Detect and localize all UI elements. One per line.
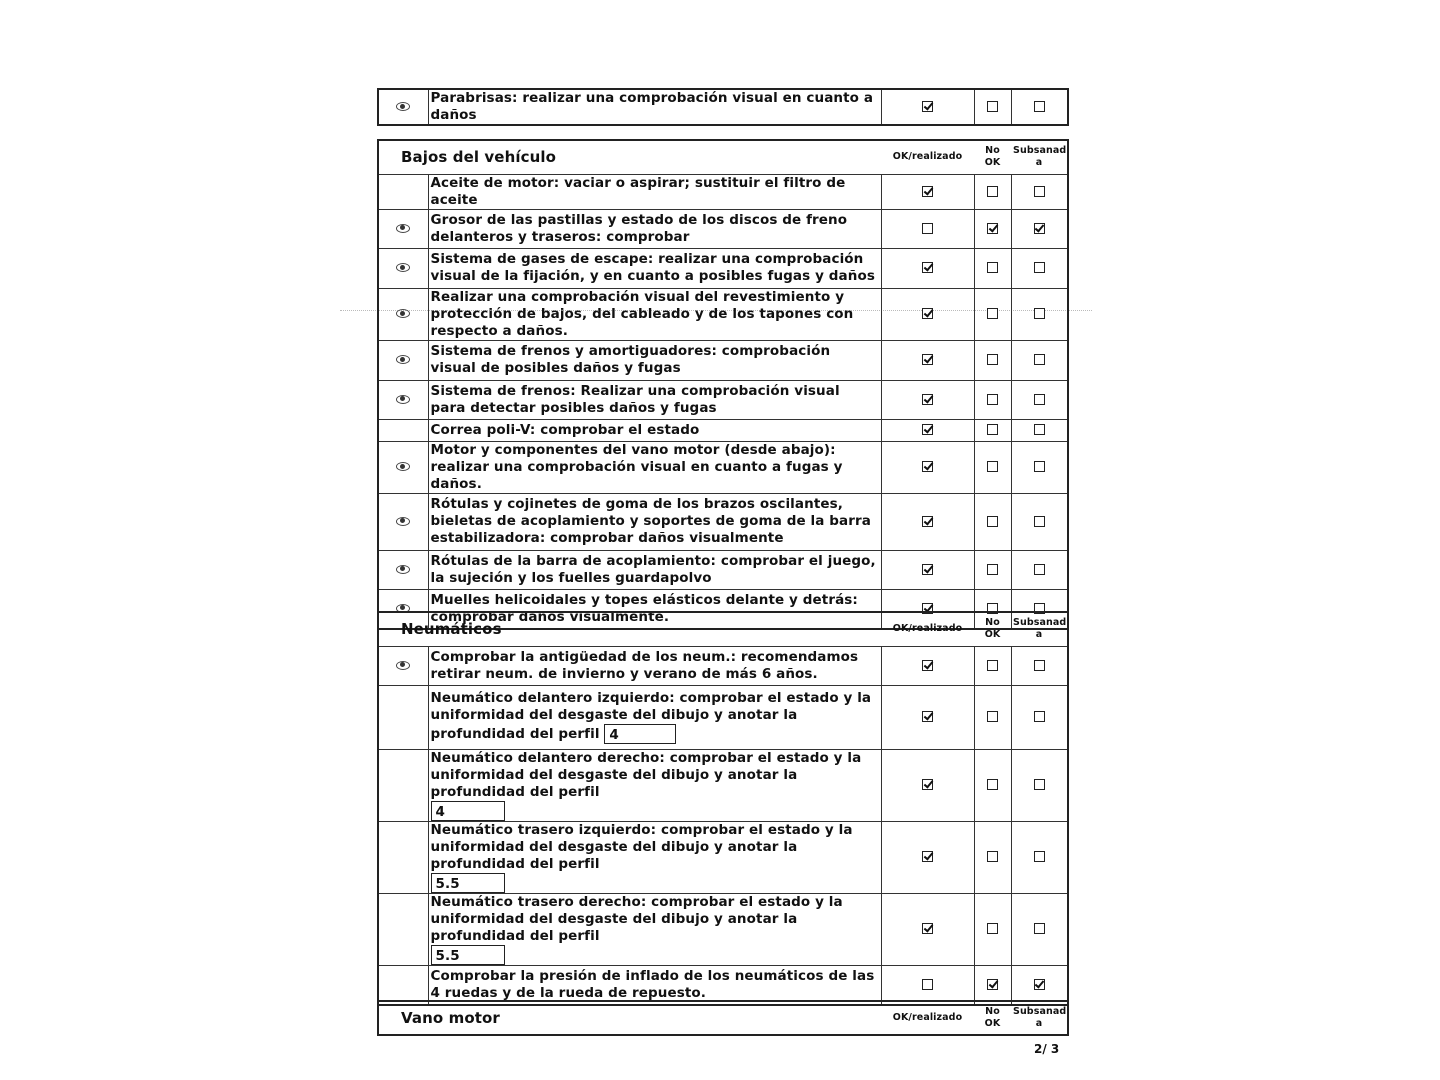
inspection-eye-cell	[378, 965, 428, 1005]
item-text-cell	[428, 493, 881, 550]
ok-checkbox[interactable]	[922, 711, 933, 722]
not-ok-cell	[974, 288, 1011, 340]
not-ok-cell	[974, 965, 1011, 1005]
fixed-checkbox[interactable]	[1034, 424, 1045, 435]
ok-cell	[881, 550, 974, 589]
page-number: 2/ 3	[1034, 1042, 1060, 1056]
table-row	[378, 646, 1068, 685]
not-ok-cell	[974, 209, 1011, 248]
ok-cell	[881, 340, 974, 380]
section-rows	[378, 174, 1068, 629]
col-not-ok-header: No OK	[974, 1001, 1011, 1035]
item-text: Motor y componentes del vano motor (desde abajo): realizar una comprobación visual en cuanto a fugas y daños.	[430, 441, 843, 492]
eye-icon	[396, 395, 410, 404]
item-text: Sistema de frenos y amortiguadores: comprobación visual de posibles daños y fugas	[430, 343, 831, 376]
col-ok-header: OK/realizado	[881, 612, 974, 646]
eye-icon	[396, 263, 410, 272]
ok-checkbox[interactable]	[922, 851, 933, 862]
item-text: Comprobar la presión de inflado de los neumáticos de las 4 ruedas y de la rueda de repuesto.	[430, 967, 875, 1001]
not-ok-checkbox[interactable]	[987, 394, 998, 405]
section-rows	[378, 646, 1068, 1005]
ok-cell	[881, 419, 974, 441]
fixed-checkbox[interactable]	[1034, 516, 1045, 527]
inspection-eye-cell	[378, 209, 428, 248]
not-ok-cell	[974, 893, 1011, 965]
windshield-check-table	[377, 88, 1069, 126]
not-ok-checkbox[interactable]	[987, 564, 998, 575]
fixed-cell	[1011, 340, 1068, 380]
fixed-checkbox[interactable]	[1034, 308, 1045, 319]
ok-cell	[881, 965, 974, 1005]
not-ok-cell	[974, 174, 1011, 209]
inspection-eye-cell	[378, 550, 428, 589]
not-ok-checkbox[interactable]	[987, 101, 998, 112]
not-ok-cell	[974, 821, 1011, 893]
item-text-cell	[428, 209, 881, 248]
table-row	[378, 550, 1068, 589]
eye-icon	[396, 224, 410, 233]
item-text: Correa poli-V: comprobar el estado	[430, 421, 700, 438]
inspection-eye-cell	[378, 821, 428, 893]
not-ok-checkbox[interactable]	[987, 660, 998, 671]
eye-icon	[396, 661, 410, 670]
ok-cell	[881, 493, 974, 550]
inspection-eye-cell	[378, 646, 428, 685]
ok-checkbox[interactable]	[922, 564, 933, 575]
fixed-checkbox[interactable]	[1034, 660, 1045, 671]
col-fixed-header: Subsanad a	[1011, 140, 1068, 174]
table-row	[378, 89, 1068, 125]
not-ok-checkbox[interactable]	[987, 711, 998, 722]
item-text-cell	[428, 893, 881, 965]
not-ok-cell	[974, 550, 1011, 589]
section-header	[378, 140, 1068, 174]
ok-checkbox[interactable]	[922, 262, 933, 273]
col-not-ok-header: No OK	[974, 140, 1011, 174]
ok-checkbox[interactable]	[922, 923, 933, 934]
ok-checkbox[interactable]	[922, 516, 933, 527]
not-ok-cell	[974, 749, 1011, 821]
not-ok-checkbox[interactable]	[987, 851, 998, 862]
item-text-cell	[428, 821, 881, 893]
ok-cell	[881, 441, 974, 493]
item-text: Aceite de motor: vaciar o aspirar; sustituir el filtro de aceite	[430, 174, 846, 208]
ok-cell	[881, 209, 974, 248]
fixed-cell	[1011, 550, 1068, 589]
not-ok-checkbox[interactable]	[987, 979, 998, 990]
table-row	[378, 174, 1068, 209]
item-text-cell	[428, 685, 881, 749]
ok-cell	[881, 248, 974, 288]
inspection-eye-cell	[378, 380, 428, 419]
fixed-checkbox[interactable]	[1034, 262, 1045, 273]
fixed-checkbox[interactable]	[1034, 223, 1045, 234]
ok-cell	[881, 174, 974, 209]
fixed-cell	[1011, 646, 1068, 685]
fixed-cell	[1011, 380, 1068, 419]
not-ok-cell	[974, 646, 1011, 685]
underbody-section	[377, 139, 1069, 630]
item-text: Neumático delantero derecho: comprobar el estado y la uniformidad del desgaste del dibujo y anotar la profundidad del perfil	[430, 749, 862, 800]
item-text: Parabrisas: realizar una comprobación visual en cuanto a daños	[428, 89, 881, 125]
table-row	[378, 893, 1068, 965]
ok-checkbox[interactable]	[922, 394, 933, 405]
ok-checkbox[interactable]	[922, 186, 933, 197]
fixed-cell	[1011, 893, 1068, 965]
item-text: Rótulas de la barra de acoplamiento: comprobar el juego, la sujeción y los fuelles guardapolvo	[430, 552, 876, 586]
item-text-cell	[428, 441, 881, 493]
fixed-checkbox[interactable]	[1034, 461, 1045, 472]
not-ok-checkbox[interactable]	[987, 424, 998, 435]
fixed-cell	[1011, 821, 1068, 893]
inspection-eye-cell	[378, 685, 428, 749]
table-row	[378, 248, 1068, 288]
ok-cell	[881, 288, 974, 340]
not-ok-checkbox[interactable]	[987, 223, 998, 234]
item-text-cell	[428, 749, 881, 821]
item-text-cell	[428, 646, 881, 685]
eye-icon	[396, 565, 410, 574]
table-row	[378, 821, 1068, 893]
inspection-eye-cell	[378, 248, 428, 288]
table-row	[378, 209, 1068, 248]
fixed-checkbox[interactable]	[1034, 354, 1045, 365]
table-row	[378, 340, 1068, 380]
eye-icon	[396, 517, 410, 526]
tread-depth-field[interactable]: 5.5	[431, 873, 505, 893]
not-ok-cell	[974, 685, 1011, 749]
fixed-checkbox[interactable]	[1034, 923, 1045, 934]
col-fixed-header: Subsanad a	[1011, 612, 1068, 646]
not-ok-checkbox[interactable]	[987, 516, 998, 527]
inspection-eye-cell	[378, 288, 428, 340]
fixed-checkbox[interactable]	[1034, 186, 1045, 197]
section-header	[378, 612, 1068, 646]
eye-icon	[396, 355, 410, 364]
item-text-cell	[428, 174, 881, 209]
section-header	[378, 1001, 1068, 1035]
section-title: Neumáticos	[378, 612, 881, 646]
ok-cell	[881, 646, 974, 685]
item-text-cell	[428, 550, 881, 589]
table-row	[378, 441, 1068, 493]
col-ok-header: OK/realizado	[881, 140, 974, 174]
ok-checkbox[interactable]	[922, 223, 933, 234]
fixed-cell	[1011, 685, 1068, 749]
fixed-cell	[1011, 441, 1068, 493]
inspection-eye-cell	[378, 174, 428, 209]
item-text-cell	[428, 419, 881, 441]
inspection-eye-cell	[378, 749, 428, 821]
col-not-ok-header: No OK	[974, 612, 1011, 646]
ok-checkbox[interactable]	[922, 461, 933, 472]
not-ok-checkbox[interactable]	[987, 461, 998, 472]
inspection-eye-cell	[378, 419, 428, 441]
section-title: Vano motor	[378, 1001, 881, 1035]
item-text: Comprobar la antigüedad de los neum.: recomendamos retirar neum. de invierno y verano de más 6 años.	[430, 648, 859, 682]
not-ok-cell	[974, 493, 1011, 550]
item-text-cell	[428, 288, 881, 340]
item-text-cell	[428, 248, 881, 288]
not-ok-cell	[974, 248, 1011, 288]
ok-cell	[881, 893, 974, 965]
inspection-eye-cell	[378, 89, 428, 125]
item-text: Neumático trasero izquierdo: comprobar el estado y la uniformidad del desgaste del dibujo y anotar la profundidad del perfil	[430, 821, 853, 872]
col-ok-header: OK/realizado	[881, 1001, 974, 1035]
ok-checkbox[interactable]	[922, 979, 933, 990]
col-fixed-header: Subsanad a	[1011, 1001, 1068, 1035]
engine-bay-section	[377, 1000, 1069, 1036]
table-row	[378, 685, 1068, 749]
ok-checkbox[interactable]	[922, 354, 933, 365]
ok-checkbox[interactable]	[922, 424, 933, 435]
not-ok-cell	[974, 340, 1011, 380]
ok-checkbox[interactable]	[922, 779, 933, 790]
not-ok-cell	[974, 441, 1011, 493]
item-text: Rótulas y cojinetes de goma de los brazos oscilantes, bieletas de acoplamiento y soportes de goma de la barra estabilizadora: comprobar daños visualmente	[430, 496, 871, 546]
fixed-cell	[1011, 89, 1068, 125]
fixed-checkbox[interactable]	[1034, 394, 1045, 405]
item-text: Grosor de las pastillas y estado de los discos de freno delanteros y traseros: comprobar	[430, 211, 848, 245]
inspection-eye-cell	[378, 893, 428, 965]
fixed-checkbox[interactable]	[1034, 851, 1045, 862]
fixed-checkbox[interactable]	[1034, 101, 1045, 112]
item-text: Neumático delantero izquierdo: comprobar el estado y la uniformidad del desgaste del dibujo y anotar la profundidad del perfil	[430, 690, 872, 742]
not-ok-checkbox[interactable]	[987, 923, 998, 934]
tread-depth-field[interactable]: 4	[431, 801, 505, 821]
fixed-cell	[1011, 288, 1068, 340]
not-ok-cell	[974, 419, 1011, 441]
ok-checkbox[interactable]	[922, 101, 933, 112]
fixed-checkbox[interactable]	[1034, 979, 1045, 990]
fixed-checkbox[interactable]	[1034, 711, 1045, 722]
item-text: Neumático trasero derecho: comprobar el estado y la uniformidad del desgaste del dibujo y anotar la profundidad del perfil	[430, 893, 843, 944]
item-text-cell	[428, 965, 881, 1005]
ok-cell	[881, 749, 974, 821]
inspection-eye-cell	[378, 340, 428, 380]
table-row	[378, 965, 1068, 1005]
eye-icon	[396, 309, 410, 318]
item-text: Muelles helicoidales y topes elásticos delante y detrás: comprobar daños visualmente.	[430, 591, 858, 625]
tread-depth-field[interactable]: 5.5	[431, 945, 505, 965]
ok-cell	[881, 685, 974, 749]
not-ok-checkbox[interactable]	[987, 262, 998, 273]
ok-cell	[881, 89, 974, 125]
fixed-cell	[1011, 248, 1068, 288]
item-text: Sistema de frenos: Realizar una comprobación visual para detectar posibles daños y fugas	[430, 382, 840, 416]
fixed-cell	[1011, 493, 1068, 550]
tread-depth-field[interactable]: 4	[604, 724, 676, 744]
ok-cell	[881, 821, 974, 893]
eye-icon	[396, 102, 410, 111]
item-text: Realizar una comprobación visual del revestimiento y protección de bajos, del cableado y de los tapones con respecto a daños.	[430, 288, 854, 339]
fixed-cell	[1011, 749, 1068, 821]
not-ok-cell	[974, 380, 1011, 419]
item-text-cell	[428, 340, 881, 380]
fixed-cell	[1011, 174, 1068, 209]
inspection-eye-cell	[378, 493, 428, 550]
fixed-checkbox[interactable]	[1034, 779, 1045, 790]
item-text: Sistema de gases de escape: realizar una comprobación visual de la fijación, y en cuanto a posibles fugas y daños	[430, 251, 875, 284]
not-ok-checkbox[interactable]	[987, 779, 998, 790]
eye-icon	[396, 462, 410, 471]
not-ok-checkbox[interactable]	[987, 354, 998, 365]
item-text-cell	[428, 380, 881, 419]
table-row	[378, 288, 1068, 340]
tires-section	[377, 611, 1069, 1006]
ok-checkbox[interactable]	[922, 660, 933, 671]
not-ok-checkbox[interactable]	[987, 186, 998, 197]
not-ok-checkbox[interactable]	[987, 308, 998, 319]
fixed-checkbox[interactable]	[1034, 564, 1045, 575]
section-title: Bajos del vehículo	[378, 140, 881, 174]
table-row	[378, 749, 1068, 821]
inspection-eye-cell	[378, 441, 428, 493]
table-row	[378, 419, 1068, 441]
fixed-cell	[1011, 419, 1068, 441]
table-row	[378, 380, 1068, 419]
fixed-cell	[1011, 209, 1068, 248]
fixed-cell	[1011, 965, 1068, 1005]
ok-checkbox[interactable]	[922, 308, 933, 319]
ok-cell	[881, 380, 974, 419]
not-ok-cell	[974, 89, 1011, 125]
table-row	[378, 493, 1068, 550]
